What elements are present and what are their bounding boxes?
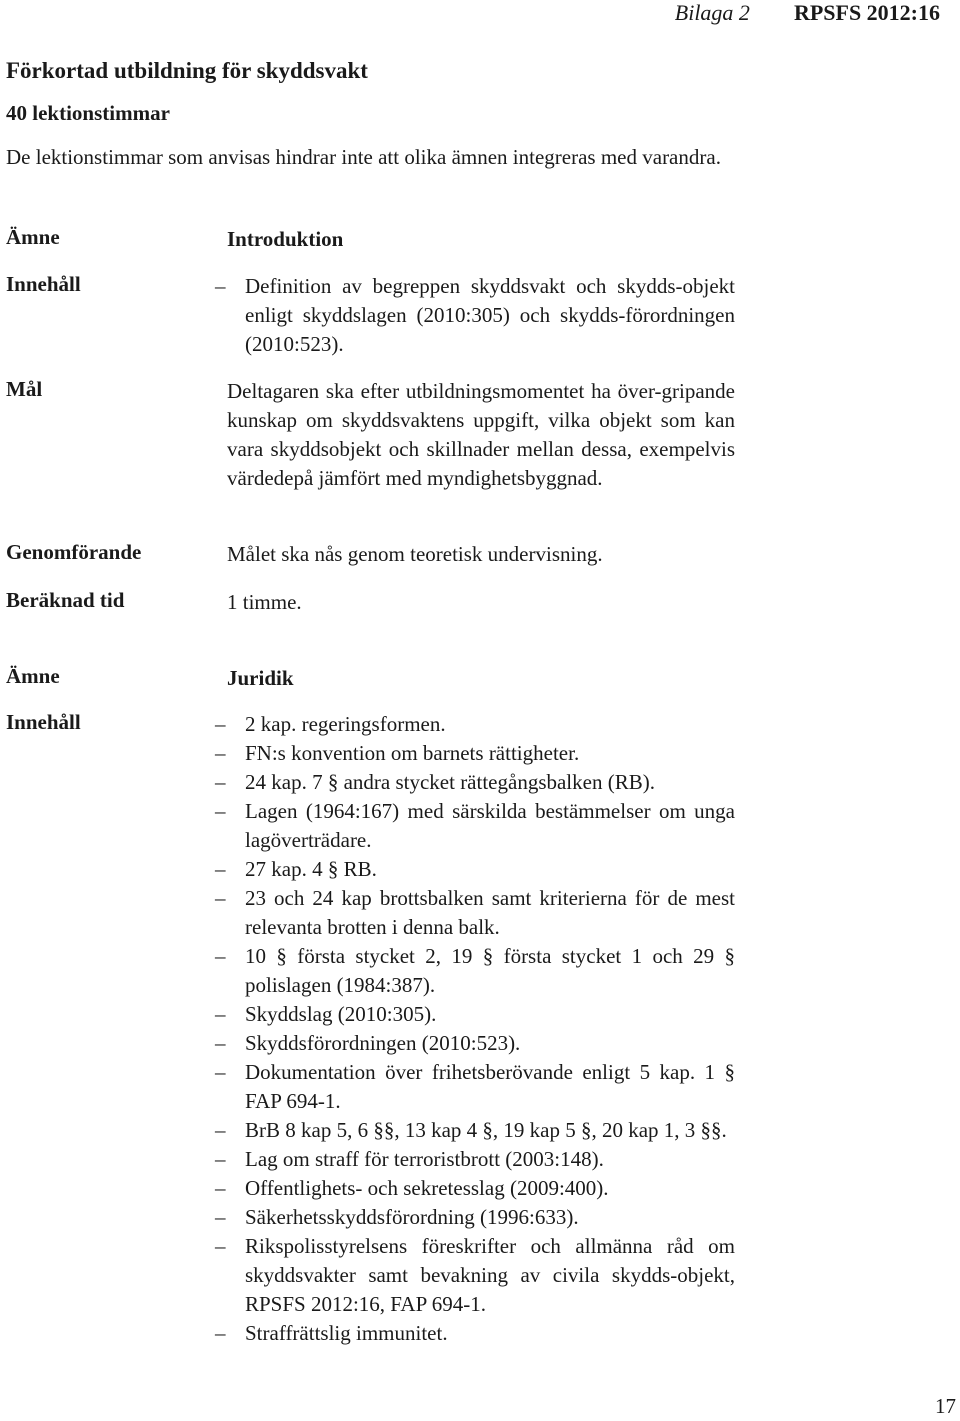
time-label: Beräknad tid [6, 588, 125, 612]
subject-value: Juridik [227, 666, 294, 690]
list-item-text: Säkerhetsskyddsförordning (1996:633). [245, 1205, 579, 1229]
list-item [215, 1116, 735, 1145]
content-label: Innehåll [6, 710, 81, 734]
document-code: RPSFS 2012:16 [793, 0, 940, 25]
implementation-value: Målet ska nås genom teoretisk undervisning. [227, 542, 603, 566]
dash-bullet: – [215, 886, 226, 910]
subject-value: Introduktion [227, 227, 344, 251]
page-header [675, 0, 940, 30]
lesson-hours: 40 lektionstimmar [6, 101, 170, 125]
list-item [215, 1145, 735, 1174]
list-item [215, 1058, 735, 1116]
list-item-text: Lagen (1964:167) med särskilda bestämmelser om unga lagöverträdare. [245, 799, 735, 852]
list-item-text: Skyddslag (2010:305). [245, 1002, 437, 1026]
list-item [215, 1029, 735, 1058]
dash-bullet: – [215, 1205, 226, 1229]
dash-bullet: – [215, 770, 226, 794]
dash-bullet: – [215, 1031, 226, 1055]
list-item [215, 1203, 735, 1232]
list-item-text: 2 kap. regeringsformen. [245, 712, 446, 736]
list-item-text: Skyddsförordningen (2010:523). [245, 1031, 521, 1055]
list-item-text: Offentlighets- och sekretesslag (2009:400). [245, 1176, 609, 1200]
dash-bullet: – [215, 1118, 226, 1142]
implementation-label: Genomförande [6, 540, 142, 564]
list-item [215, 1232, 735, 1319]
dash-bullet: – [215, 799, 226, 823]
list-item-text: BrB 8 kap 5, 6 §§, 13 kap 4 §, 19 kap 5 §, 20 kap 1, 3 §§. [245, 1118, 727, 1142]
document-title: Förkortad utbildning för skyddsvakt [6, 58, 368, 83]
dash-bullet: – [215, 712, 226, 736]
dash-bullet: – [215, 944, 226, 968]
list-item-text: 23 och 24 kap brottsbalken samt kriterierna för de mest relevanta brotten i denna balk. [245, 886, 735, 939]
content-label: Innehåll [6, 272, 81, 296]
list-item [215, 710, 735, 739]
goal-value: Deltagaren ska efter utbildningsmomentet ha över-gripande kunskap om skyddsvaktens uppgift, vilka objekt som kan vara skyddsobjekt och skillnader mellan dessa, exempelvis värdedepå jämfört med myndighetsbyggnad. [227, 379, 735, 490]
list-item [215, 1319, 735, 1348]
dash-bullet: – [215, 274, 226, 298]
content-list [215, 710, 735, 1348]
list-item [215, 942, 735, 1000]
dash-bullet: – [215, 1176, 226, 1200]
list-item [215, 855, 735, 884]
content-value [215, 710, 735, 1348]
dash-bullet: – [215, 1234, 226, 1258]
list-item [215, 1000, 735, 1029]
list-item-text: Rikspolisstyrelsens föreskrifter och allmänna råd om skyddsvakter samt bevakning av civila skydds-objekt, RPSFS 2012:16, FAP 694-1. [245, 1234, 735, 1316]
list-item-text: Straffrättslig immunitet. [245, 1321, 448, 1345]
list-item-text: 10 § första stycket 2, 19 § första stycket 1 och 29 § polislagen (1984:387). [245, 944, 735, 997]
dash-bullet: – [215, 1147, 226, 1171]
list-item [215, 797, 735, 855]
dash-bullet: – [215, 1060, 226, 1084]
subject-label: Ämne [6, 225, 60, 249]
list-item-text: Dokumentation över frihetsberövande enligt 5 kap. 1 § FAP 694-1. [245, 1060, 735, 1113]
time-value: 1 timme. [227, 590, 302, 614]
intro-text: De lektionstimmar som anvisas hindrar inte att olika ämnen integreras med varandra. [6, 145, 721, 169]
dash-bullet: – [215, 1321, 226, 1345]
appendix-label: Bilaga 2 [674, 0, 750, 25]
content-list [215, 272, 735, 359]
list-item [215, 1174, 735, 1203]
dash-bullet: – [215, 1002, 226, 1026]
list-item-text: Lag om straff för terroristbrott (2003:148). [245, 1147, 604, 1171]
content-value [215, 272, 735, 359]
list-item-text: Definition av begreppen skyddsvakt och skydds-objekt enligt skyddslagen (2010:305) och skydds-förordningen (2010:523). [245, 274, 735, 356]
goal-label: Mål [6, 377, 43, 401]
list-item [215, 884, 735, 942]
list-item [215, 739, 735, 768]
list-item-text: 24 kap. 7 § andra stycket rättegångsbalken (RB). [245, 770, 655, 794]
list-item-text: FN:s konvention om barnets rättigheter. [245, 741, 580, 765]
dash-bullet: – [215, 857, 226, 881]
subject-label: Ämne [6, 664, 60, 688]
list-item [215, 768, 735, 797]
list-item-text: 27 kap. 4 § RB. [245, 857, 377, 881]
page-number: 17 [935, 1394, 956, 1418]
dash-bullet: – [215, 741, 226, 765]
list-item [215, 272, 735, 359]
